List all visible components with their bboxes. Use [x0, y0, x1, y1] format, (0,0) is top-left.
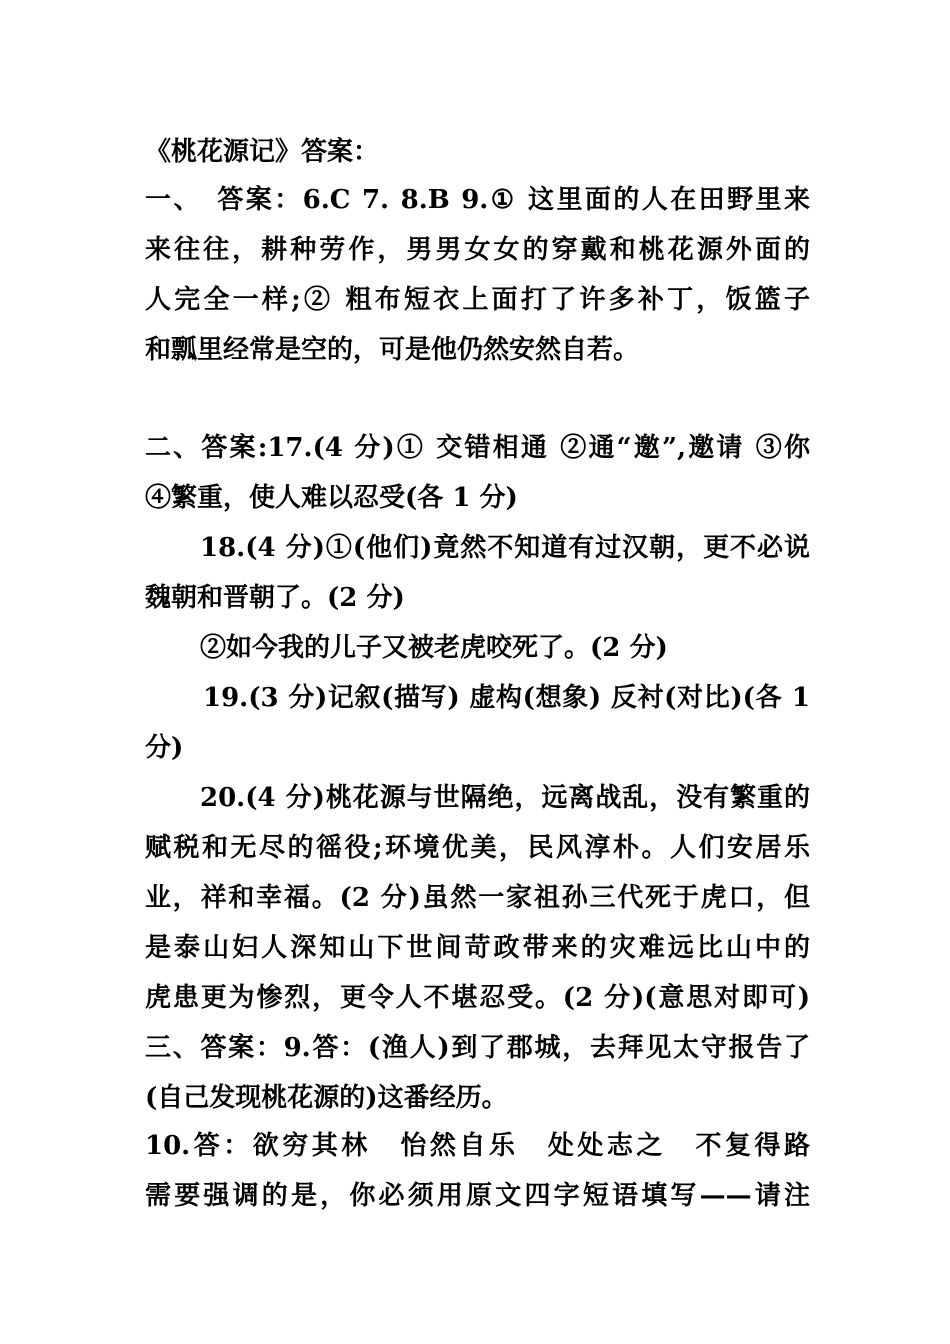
document-title: 《桃花源记》答案：: [145, 137, 380, 167]
answer-line-20: 需要强调的是，你必须用原文四字短语填写——请注: [145, 1181, 810, 1211]
answer-line-7: 18.(4 分)①(他们)竟然不知道有过汉朝，更不必说: [200, 533, 810, 563]
answer-line-8: 魏朝和晋朝了。(2 分): [145, 583, 405, 613]
answer-line-14: 业，祥和幸福。(2 分)虽然一家祖孙三代死于虎口，但: [145, 883, 810, 913]
answer-line-9: ②如今我的儿子又被老虎咬死了。(2 分): [200, 633, 668, 663]
answer-line-12: 20.(4 分)桃花源与世隔绝，远离战乱，没有繁重的: [200, 783, 810, 813]
answer-line-5: 二、答案:17.(4 分)① 交错相通 ②通“邀”,邀请 ③你: [145, 433, 810, 463]
answer-line-15: 是泰山妇人深知山下世间苛政带来的灾难远比山中的: [145, 933, 810, 963]
answer-line-2: 来往往，耕种劳作，男男女女的穿戴和桃花源外面的: [145, 235, 810, 265]
answer-line-13: 赋税和无尽的徭役;环境优美，民风淳朴。人们安居乐: [145, 833, 810, 863]
answer-line-3: 人完全一样;② 粗布短衣上面打了许多补丁，饭篮子: [145, 285, 810, 315]
answer-line-19: 10.答：欲穷其林 怡然自乐 处处志之 不复得路: [145, 1131, 810, 1161]
answer-line-6: ④繁重，使人难以忍受(各 1 分): [145, 483, 518, 513]
answer-line-16: 虎患更为惨烈，更令人不堪忍受。(2 分)(意思对即可): [145, 983, 810, 1013]
answer-line-10: 19.(3 分)记叙(描写) 虚构(想象) 反衬(对比)(各 1: [203, 683, 810, 713]
answer-line-11: 分): [145, 733, 184, 763]
answer-line-18: (自己发现桃花源的)这番经历。: [145, 1083, 508, 1113]
answer-line-17: 三、答案：9.答：(渔人)到了郡城，去拜见太守报告了: [145, 1033, 810, 1063]
answer-line-1: 一、 答案：6.C 7. 8.B 9.① 这里面的人在田野里来: [145, 185, 810, 215]
answer-line-4: 和瓢里经常是空的，可是他仍然安然自若。: [145, 335, 640, 365]
